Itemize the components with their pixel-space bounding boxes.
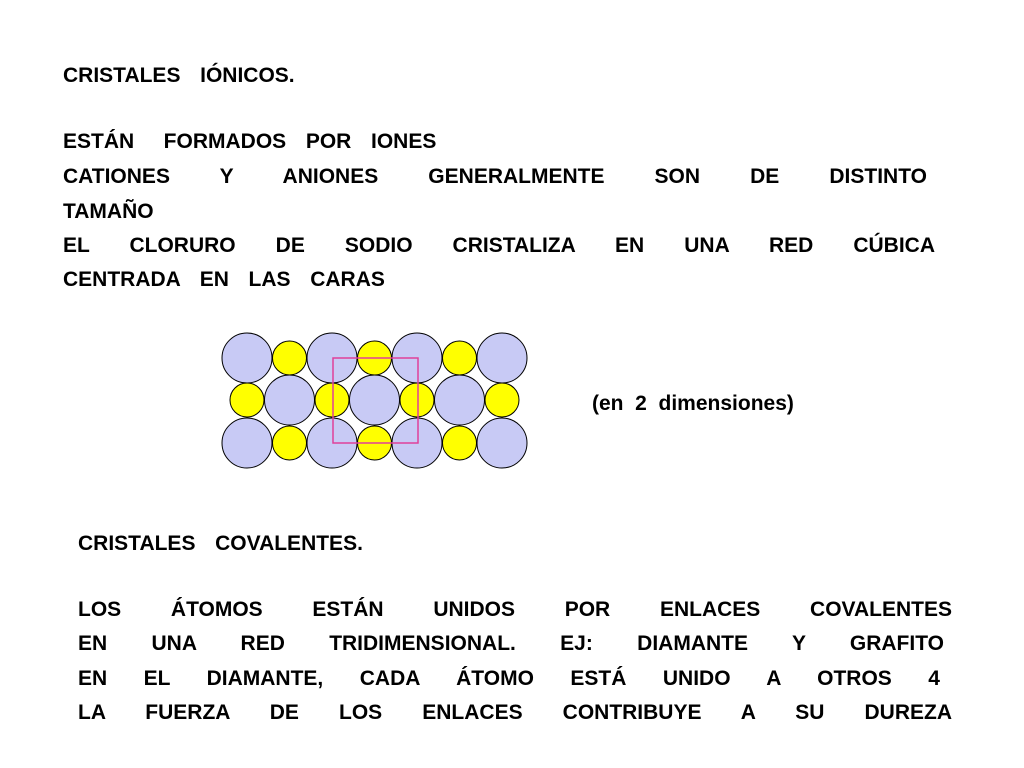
- small-ion: [273, 426, 307, 460]
- large-ion: [477, 418, 527, 468]
- small-ion: [273, 341, 307, 375]
- small-ion: [230, 383, 264, 417]
- small-ion: [443, 426, 477, 460]
- small-ion: [485, 383, 519, 417]
- covalent-line-4: LA FUERZA DE LOS ENLACES CONTRIBUYE A SU DUREZA: [78, 701, 952, 724]
- large-ion: [350, 375, 400, 425]
- large-ion: [265, 375, 315, 425]
- ionic-line-5: CENTRADA EN LAS CARAS: [63, 268, 385, 291]
- ionic-line-4: EL CLORURO DE SODIO CRISTALIZA EN UNA RED CÚBICA: [63, 234, 935, 257]
- large-ion: [222, 333, 272, 383]
- diagram-caption: (en 2 dimensiones): [592, 392, 794, 415]
- ionic-line-2: CATIONES Y ANIONES GENERALMENTE SON DE DISTINTO: [63, 165, 927, 188]
- nacl-lattice-diagram: [215, 328, 535, 478]
- ionic-line-1: ESTÁN FORMADOS POR IONES: [63, 130, 437, 153]
- small-ion: [315, 383, 349, 417]
- large-ion: [477, 333, 527, 383]
- ionic-line-3: TAMAÑO: [63, 200, 154, 223]
- ionic-title: CRISTALES IÓNICOS.: [63, 64, 295, 87]
- small-ion: [400, 383, 434, 417]
- large-ion: [222, 418, 272, 468]
- covalent-title: CRISTALES COVALENTES.: [78, 532, 363, 555]
- covalent-line-1: LOS ÁTOMOS ESTÁN UNIDOS POR ENLACES COVALENTES: [78, 598, 952, 621]
- small-ion: [443, 341, 477, 375]
- covalent-line-2: EN UNA RED TRIDIMENSIONAL. EJ: DIAMANTE Y GRAFITO: [78, 632, 944, 655]
- covalent-line-3: EN EL DIAMANTE, CADA ÁTOMO ESTÁ UNIDO A OTROS 4: [78, 667, 940, 690]
- large-ion: [435, 375, 485, 425]
